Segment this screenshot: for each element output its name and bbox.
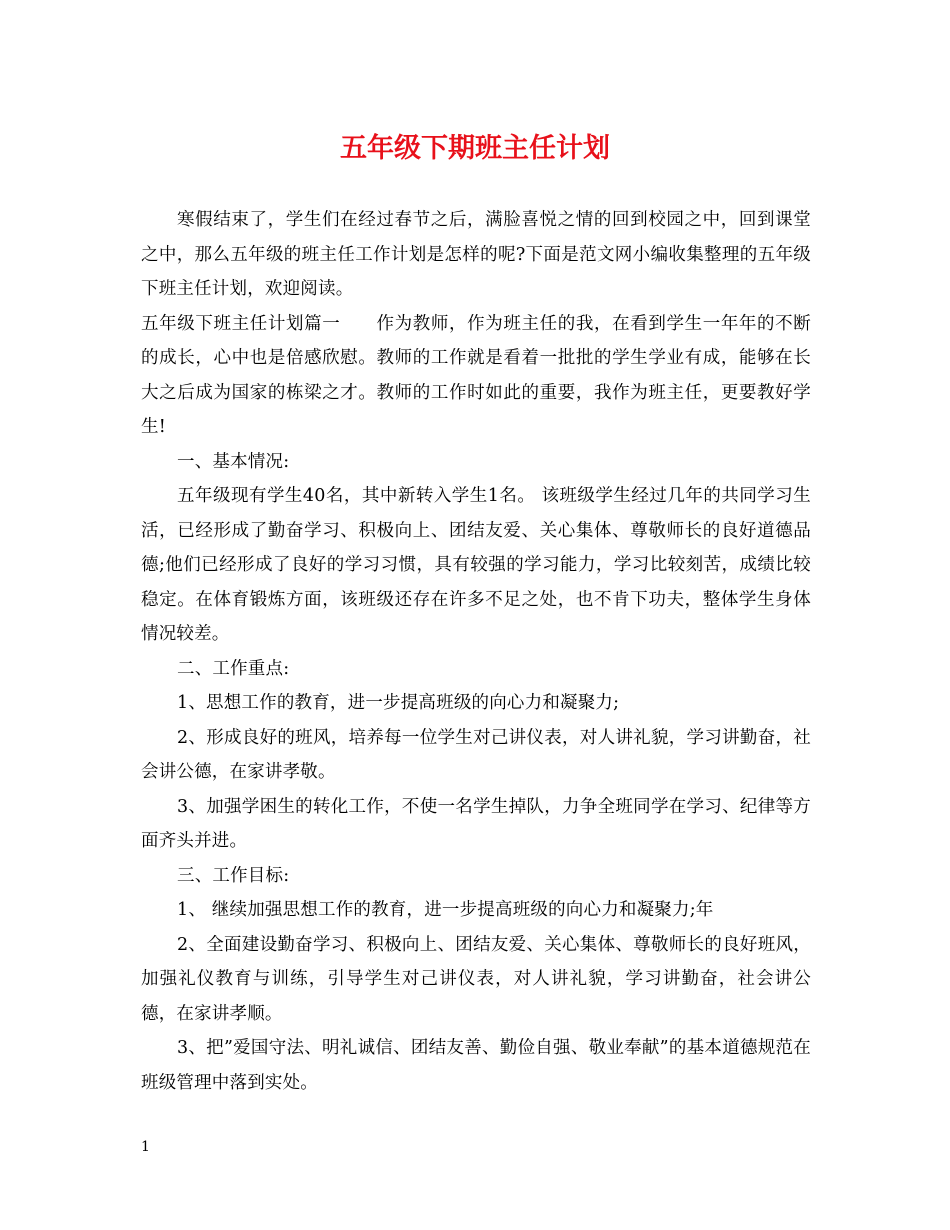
list-item-focus-1: 1、思想工作的教育，进一步提高班级的向心力和凝聚力;	[177, 693, 620, 713]
paragraph-plan-one: 五年级下班主任计划篇一 作为教师，作为班主任的我，在看到学生一年年的不断的成长，心中也是倍感欣慰。教师的工作就是看着一批批的学生学业有成，能够在长大之后成为国家的栋梁之才。教师的工作时如此的重要，我作为班主任，更要教好学生!	[141, 313, 811, 437]
section-heading-basic-situation: 一、基本情况:	[177, 451, 290, 472]
list-item-focus-2: 2、形成良好的班风，培养每一位学生对己讲仪表，对人讲礼貌，学习讲勤奋，社会讲公德，在家讲孝敬。	[141, 727, 811, 782]
document-title: 五年级下期班主任计划	[340, 133, 610, 164]
list-item-goal-2: 2、全面建设勤奋学习、积极向上、团结友爱、关心集体、尊敬师长的良好班风，加强礼仪教育与训练，引导学生对己讲仪表，对人讲礼貌，学习讲勤奋，社会讲公德，在家讲孝顺。	[141, 934, 811, 1024]
list-item-goal-3: 3、把”爱国守法、明礼诚信、团结友善、勤俭自强、敬业奉献”的基本道德规范在班级管理中落到实处。	[141, 1038, 811, 1093]
paragraph-basic-situation: 五年级现有学生40名，其中新转入学生1名。 该班级学生经过几年的共同学习生活，已经形成了勤奋学习、积极向上、团结友爱、关心集体、尊敬师长的良好道德品德;他们已经形成了良好的学习习惯，具有较强的学习能力，学习比较刻苦，成绩比较稳定。在体育锻炼方面，该班级还存在许多不足之处，也不肯下功夫，整体学生身体情况较差。	[141, 486, 811, 644]
list-item-focus-3: 3、加强学困生的转化工作，不使一名学生掉队，力争全班同学在学习、纪律等方面齐头并进。	[141, 796, 811, 851]
paragraph-intro: 寒假结束了，学生们在经过春节之后，满脸喜悦之情的回到校园之中，回到课堂之中，那么五年级的班主任工作计划是怎样的呢?下面是范文网小编收集整理的五年级下班主任计划，欢迎阅读。	[141, 210, 811, 299]
page-number: 1	[141, 1139, 150, 1155]
section-heading-work-goals: 三、工作目标:	[177, 865, 290, 886]
section-heading-work-focus: 二、工作重点:	[177, 658, 290, 679]
list-item-goal-1: 1、 继续加强思想工作的教育，进一步提高班级的向心力和凝聚力;年	[177, 900, 714, 920]
document-body	[141, 203, 811, 1100]
